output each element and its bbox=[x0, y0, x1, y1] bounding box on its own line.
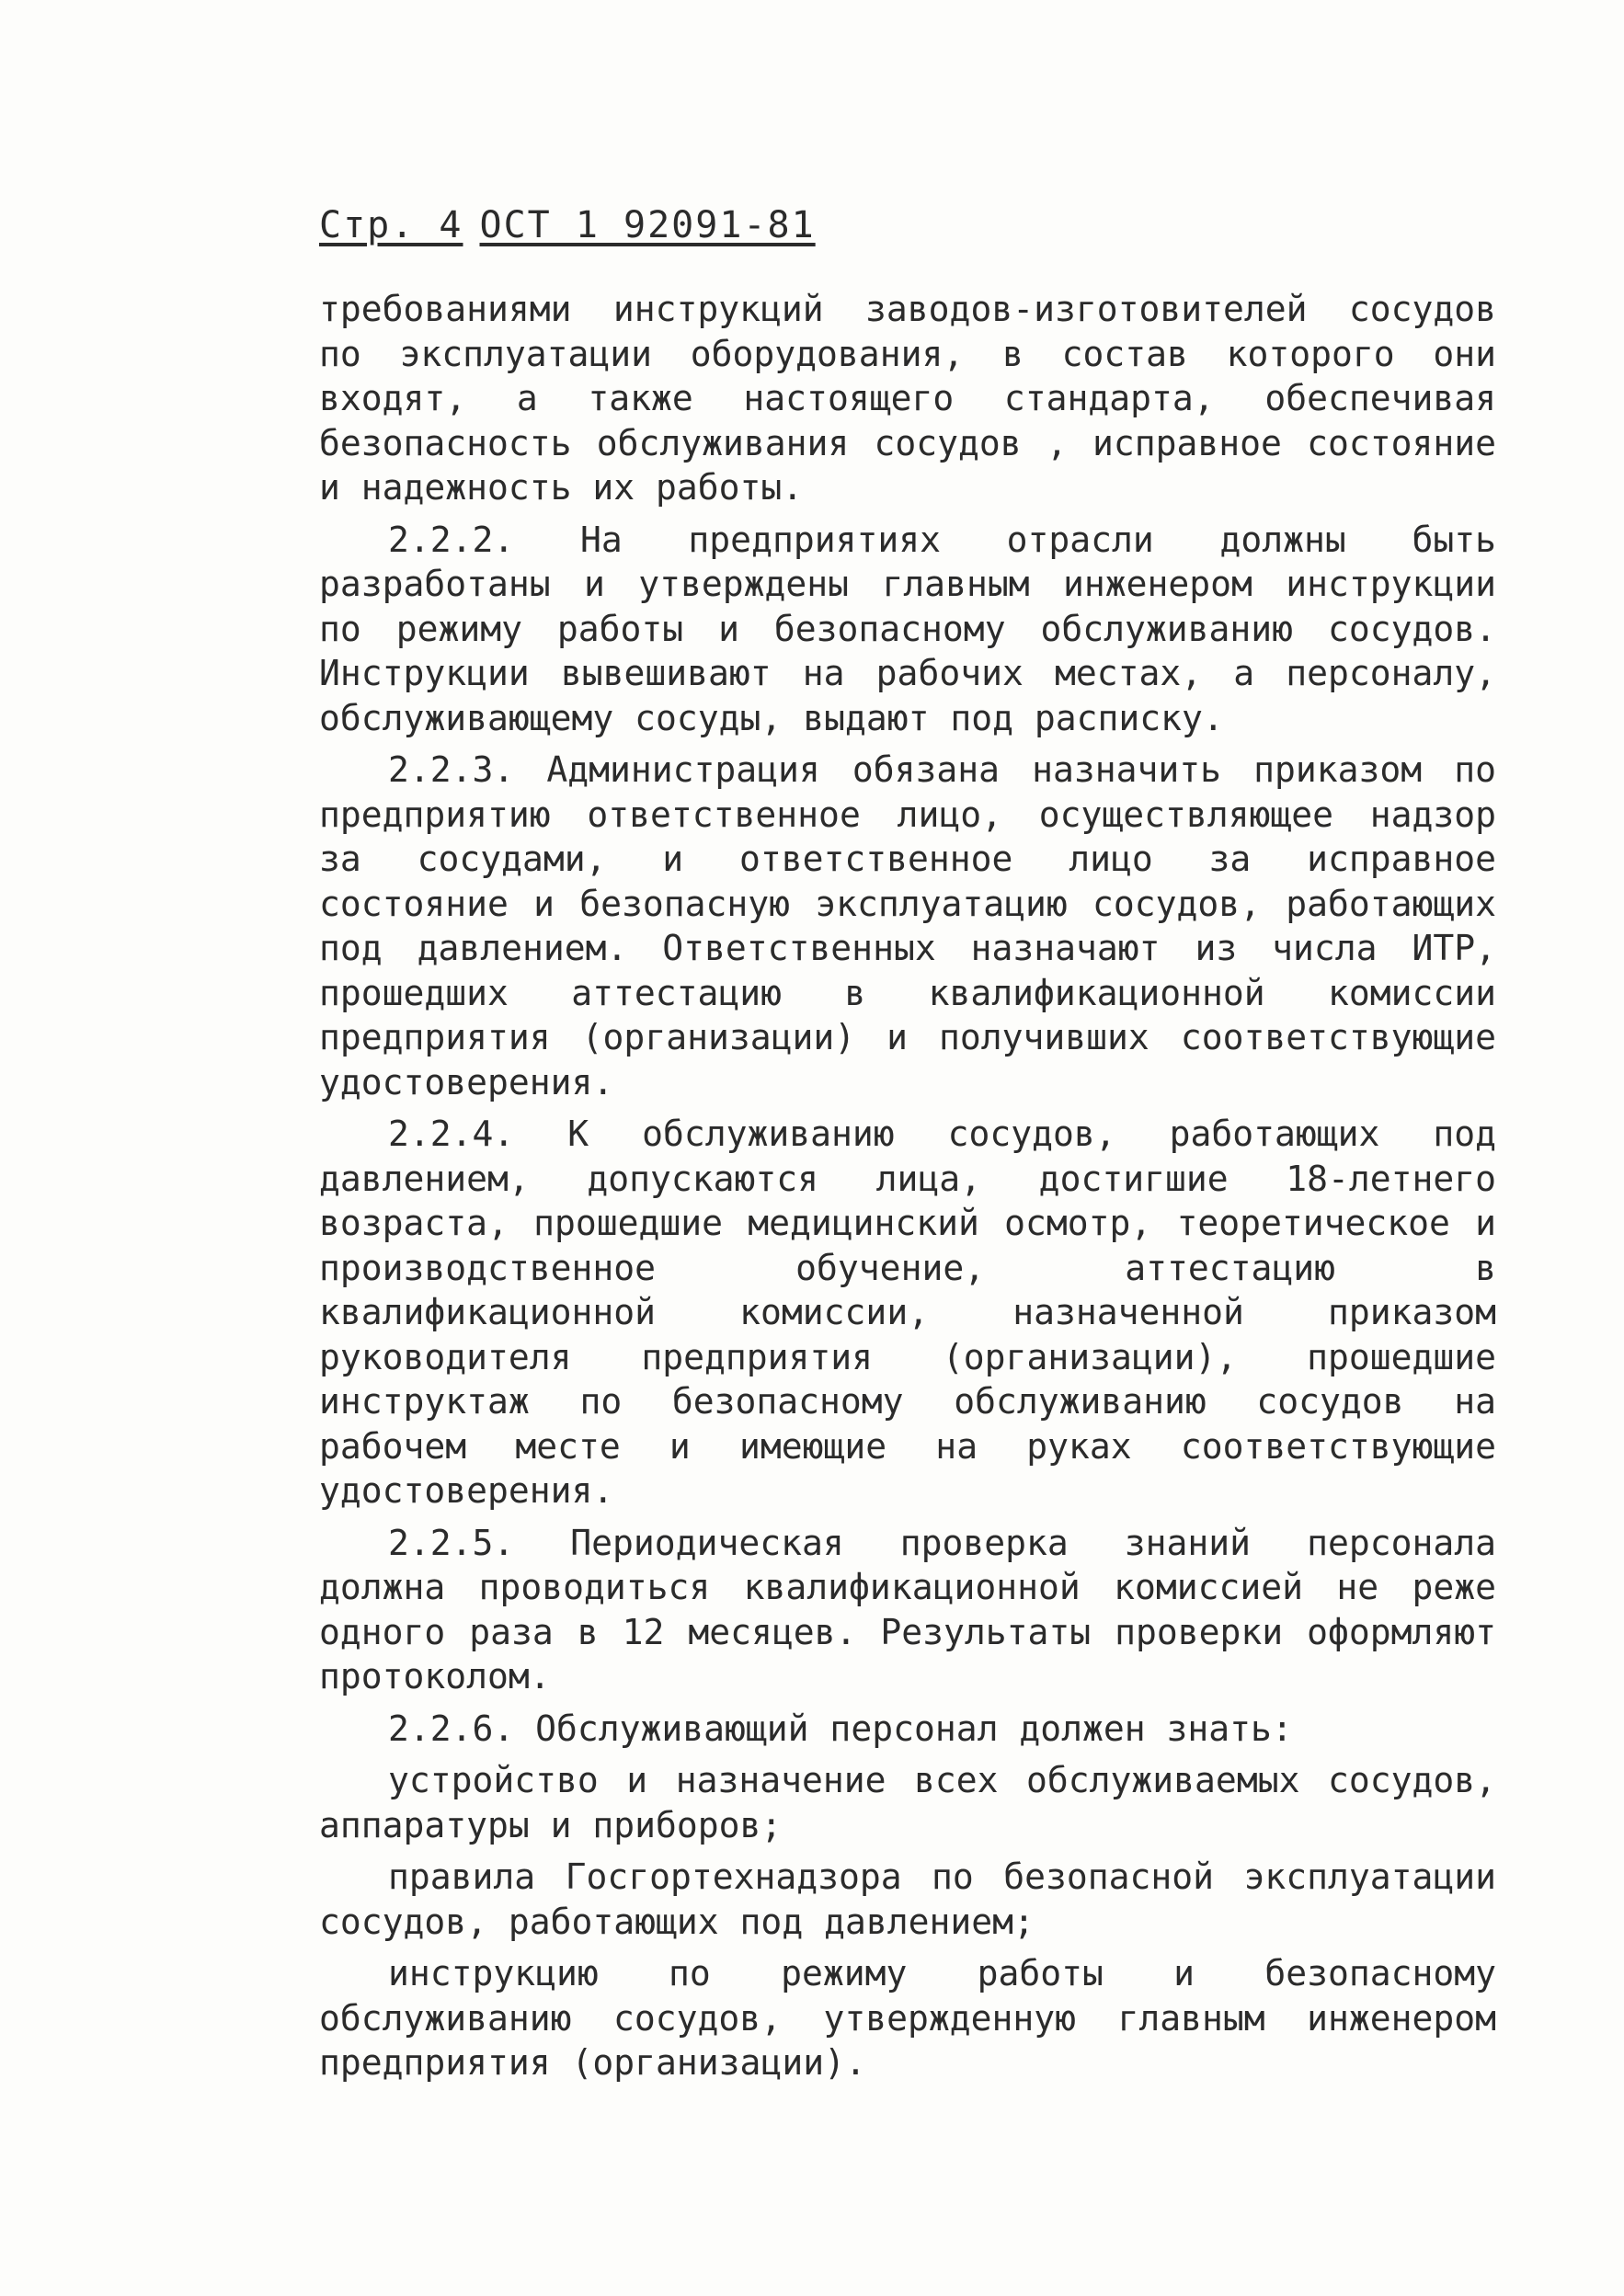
standard-designation: ОСТ 1 92091-81 bbox=[479, 204, 816, 246]
page-number: Стр. 4 bbox=[319, 204, 463, 246]
page-header bbox=[319, 204, 1496, 246]
paragraph-continuation: требованиями инструкций заводов-изготовителей сосудов по эксплуатации оборудования, в состав которого они входят, а также настоящего стандарта, обеспечивая безопасность обслуживания сосудов , исправное состояние и надежность их работы. bbox=[319, 289, 1496, 508]
list-item: правила Госгортехнадзора по безопасной эксплуатации сосудов, работающих под давлением; bbox=[319, 1856, 1496, 1942]
paragraph-2-2-5: 2.2.5. Периодическая проверка знаний персонала должна проводиться квалификационной комиссией не реже одного раза в 12 месяцев. Результаты проверки оформляют протоколом. bbox=[319, 1522, 1496, 1696]
paragraph-2-2-3: 2.2.3. Администрация обязана назначить приказом по предприятию ответственное лицо, осуществляющее надзор за сосудами, и ответственное лицо за исправное состояние и безопасную эксплуатацию сосудов, работающих под давлением. Ответственных назначают из числа ИТР, прошедших аттестацию в квалификационной комиссии предприятия (организации) и получивших соответствующие удостоверения. bbox=[319, 749, 1496, 1102]
page-content bbox=[319, 204, 1496, 2093]
paragraph-2-2-6: 2.2.6. Обслуживающий персонал должен знать: bbox=[388, 1708, 1293, 1749]
list-item: устройство и назначение всех обслуживаемых сосудов, аппаратуры и приборов; bbox=[319, 1760, 1496, 1845]
paragraph-2-2-4: 2.2.4. К обслуживанию сосудов, работающих под давлением, допускаются лица, достигшие 18-летнего возраста, прошедшие медицинский осмотр, теоретическое и производственное обучение, аттестацию в квалификационной комиссии, назначенной приказом руководителя предприятия (организации), прошедшие инструктаж по безопасному обслуживанию сосудов на рабочем месте и имеющие на руках соответствующие удостоверения. bbox=[319, 1114, 1496, 1511]
paragraph-2-2-2: 2.2.2. На предприятиях отрасли должны быть разработаны и утверждены главным инженером инструкции по режиму работы и безопасному обслуживанию сосудов. Инструкции вывешивают на рабочих местах, а персоналу, обслуживающему сосуды, выдают под расписку. bbox=[319, 519, 1496, 738]
list-item: инструкцию по режиму работы и безопасному обслуживанию сосудов, утвержденную главным инженером предприятия (организации). bbox=[319, 1953, 1496, 2083]
